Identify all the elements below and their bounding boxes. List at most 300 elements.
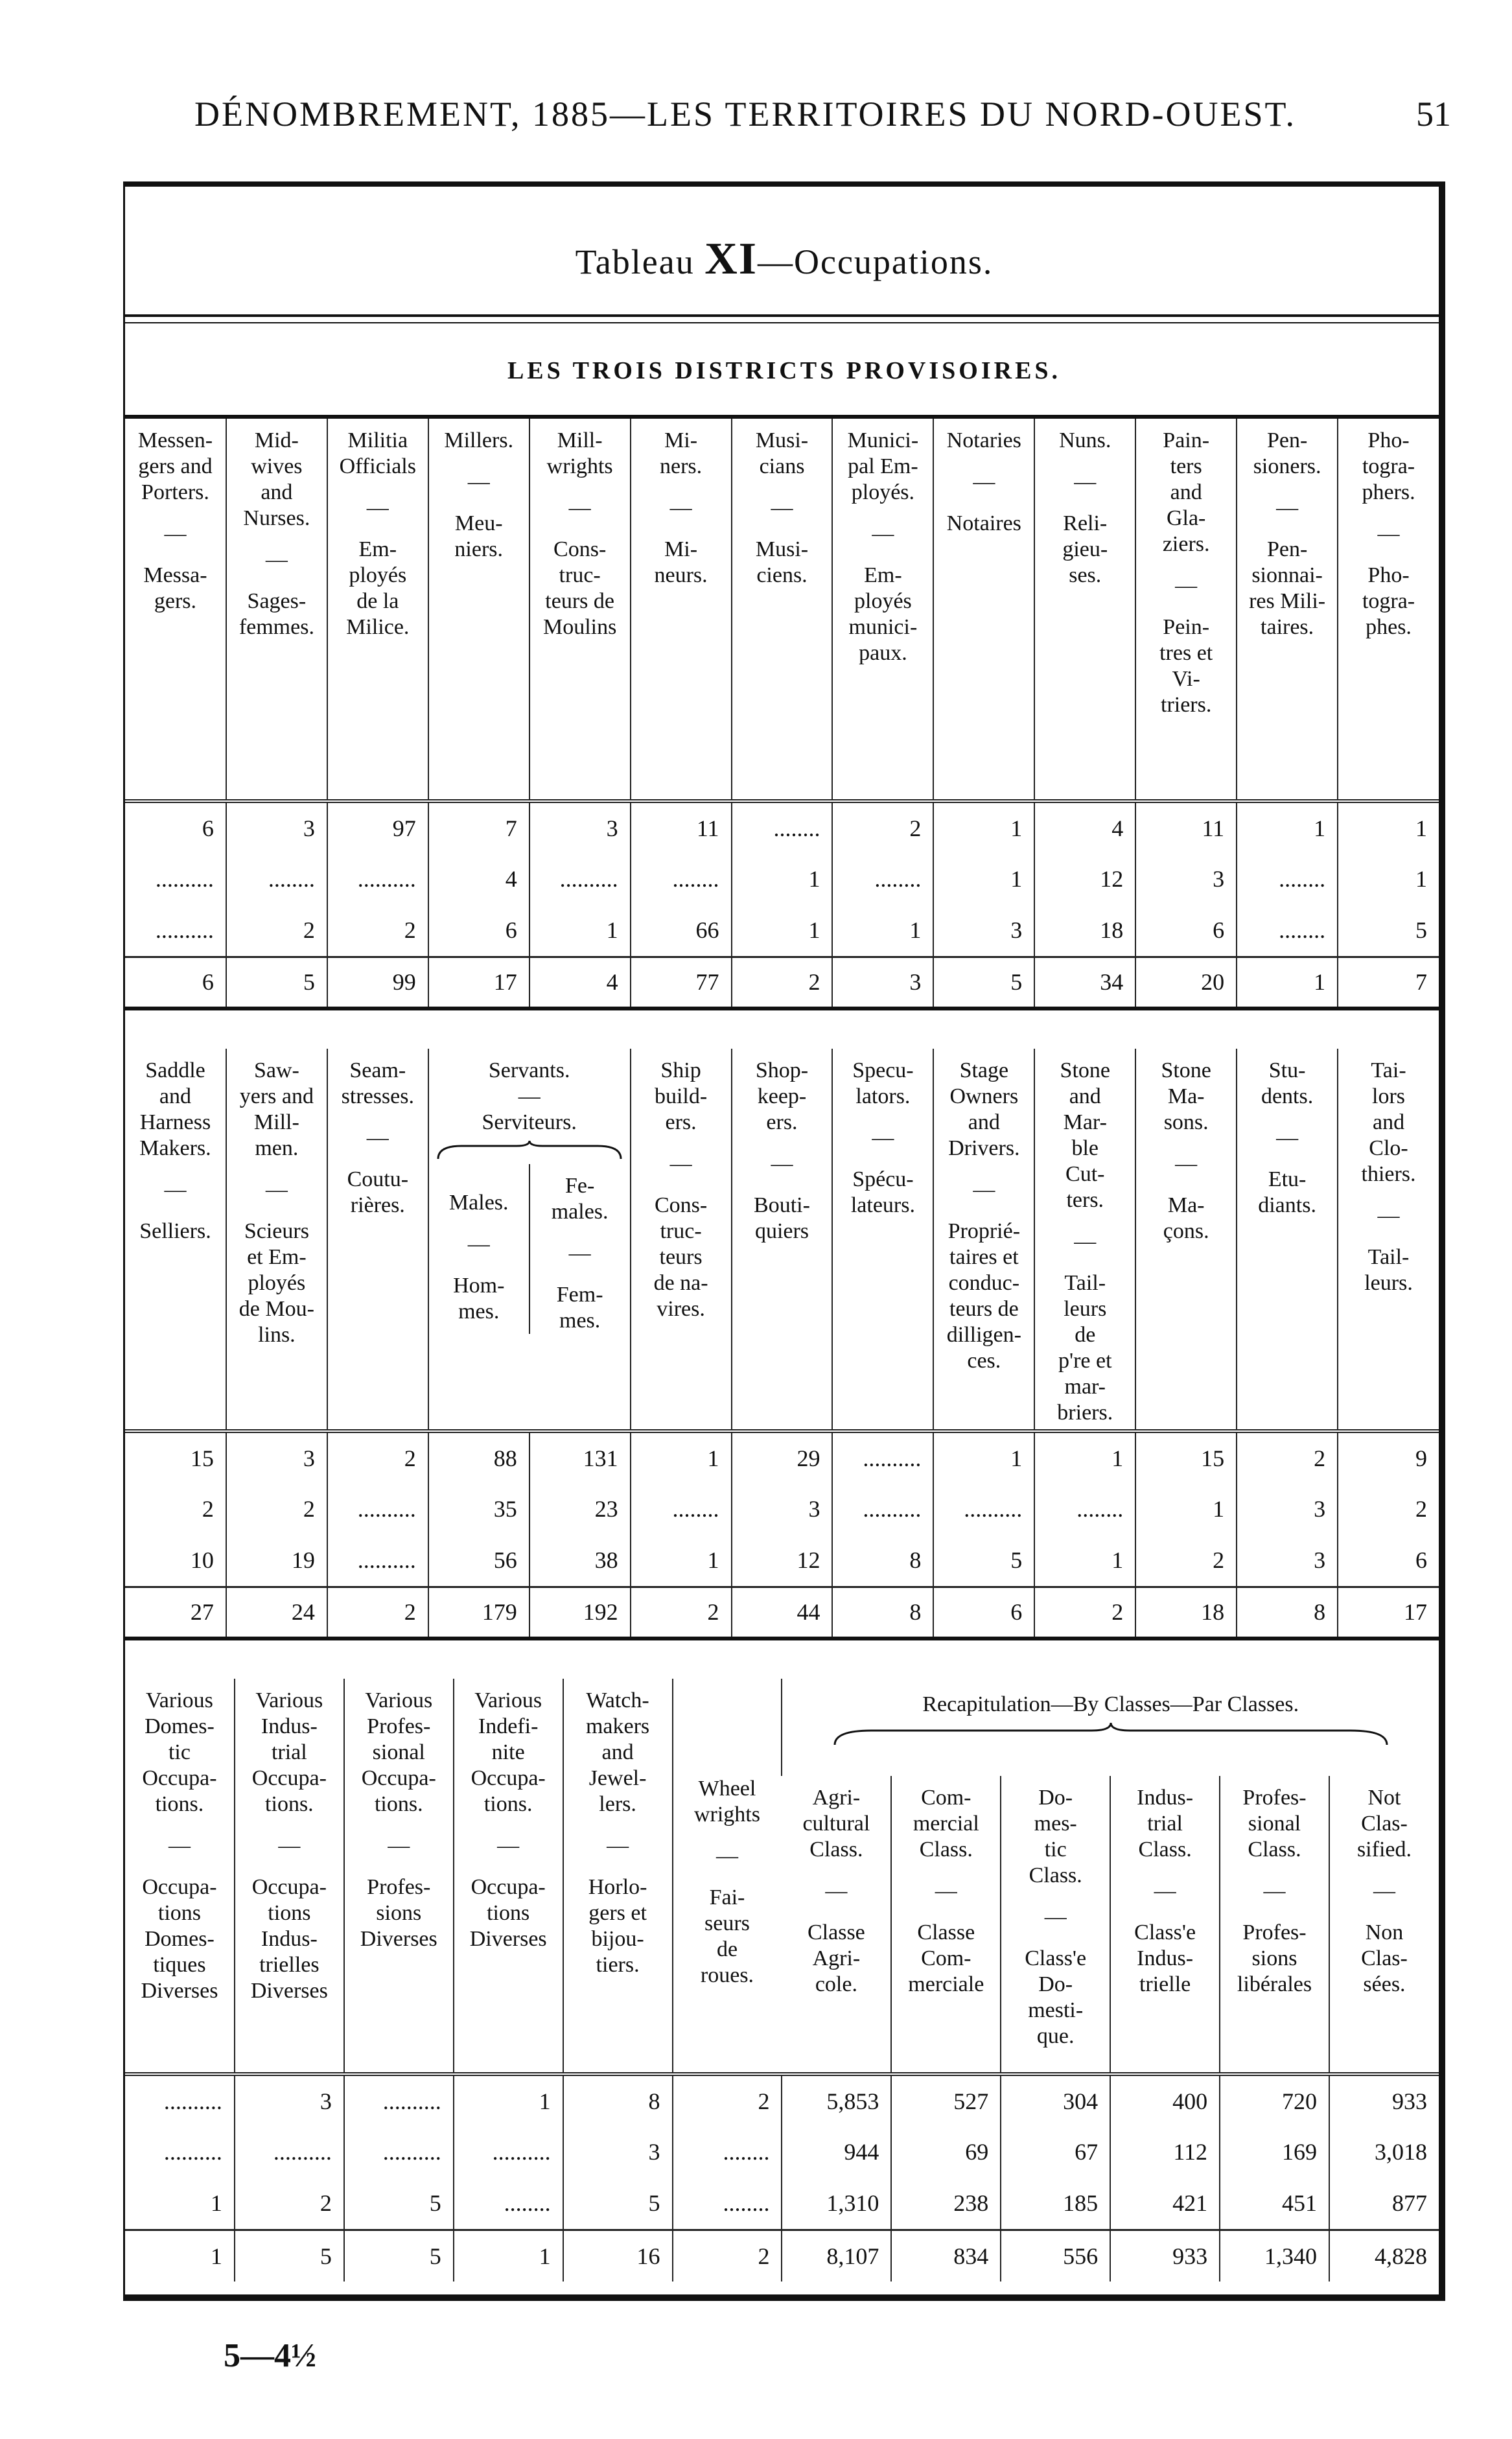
header-fr-line: munici-	[848, 615, 918, 639]
header-en-line: tions.	[265, 1792, 314, 1816]
header-fr-line: Sages-	[247, 589, 307, 613]
table-cell: 6	[1135, 905, 1237, 957]
table-cell: 5,853	[782, 2074, 891, 2126]
header-line: males.	[551, 1200, 609, 1224]
table-cell: 6	[125, 801, 226, 853]
table-cell: ........	[631, 1483, 732, 1535]
header-fr-line: sionnai-	[1251, 563, 1323, 587]
table-cell: 169	[1220, 2126, 1329, 2178]
header-fr-line: Tail-	[1064, 1271, 1106, 1295]
header-dash: —	[1175, 574, 1198, 598]
header-fr-line: Vi-	[1172, 667, 1200, 691]
header-en-line: Occupa-	[142, 1766, 217, 1790]
header-fr-line: tres et	[1159, 641, 1213, 665]
header-en-line: Nuns.	[1059, 428, 1111, 452]
table-cell: 3	[563, 2126, 673, 2178]
table-cell: 5	[563, 2178, 673, 2230]
header-pensioners	[1237, 419, 1338, 801]
header-en-line: mercial	[913, 1812, 979, 1836]
header-en-line: Pain-	[1163, 428, 1210, 452]
servants-title-fr: Serviteurs.	[482, 1110, 577, 1134]
header-fr-line: triers.	[1161, 693, 1212, 717]
table-cell: ..........	[344, 2126, 454, 2178]
header-fr-line: Com-	[921, 1946, 971, 1970]
table-cell: 1	[454, 2074, 563, 2126]
total-cell: 2	[327, 1587, 428, 1639]
header-en-line: pal Em-	[848, 454, 918, 478]
header-en-line: Stone	[1161, 1058, 1211, 1082]
table-cell: 1	[1034, 1535, 1135, 1587]
header-dash: —	[1044, 1905, 1067, 1929]
header-en-line: Profes-	[1242, 1786, 1307, 1810]
header-en-line: Occupa-	[361, 1766, 436, 1790]
table-cell: 1	[1034, 1431, 1135, 1483]
table-cell: 421	[1110, 2178, 1220, 2230]
total-cell: 27	[125, 1587, 226, 1639]
table-cell: 1	[933, 853, 1034, 905]
header-en-line: and	[1170, 480, 1202, 504]
header-fr-line: Musi-	[755, 537, 809, 561]
header-en-line: ters.	[1066, 1188, 1104, 1212]
table-cell: 12	[732, 1535, 833, 1587]
header-sawyers	[226, 1049, 327, 1431]
header-en-line: trial	[271, 1740, 307, 1764]
header-dash: —	[935, 1879, 957, 1903]
header-en-line: tions.	[483, 1792, 533, 1816]
header-en-line: Munici-	[847, 428, 919, 452]
header-en-line: Notaries	[946, 428, 1021, 452]
occupations-table-2	[125, 1049, 1439, 1640]
header-dash: —	[278, 1834, 301, 1858]
header-en-line: sional	[1248, 1812, 1301, 1836]
header-dash: —	[973, 1178, 995, 1202]
header-fr-line: taires et	[949, 1245, 1019, 1269]
header-en-line: lers.	[599, 1792, 636, 1816]
total-cell: 1	[454, 2230, 563, 2281]
total-cell: 556	[1001, 2230, 1110, 2281]
header-en-line: Jewel-	[588, 1766, 647, 1790]
header-fr-line: gers.	[154, 589, 197, 613]
table-cell: 185	[1001, 2178, 1110, 2230]
header-fr-line: Diverses	[360, 1927, 437, 1951]
header-row	[125, 419, 1439, 801]
total-cell: 7	[1338, 957, 1439, 1009]
header-dash: —	[366, 1126, 389, 1150]
header-fr-line: Cons-	[553, 537, 607, 561]
header-en-line: gers and	[138, 454, 213, 478]
header-municipal	[832, 419, 933, 801]
table-cell: 10	[190, 1547, 214, 1574]
table-cell: 3,018	[1329, 2126, 1439, 2178]
header-fr-line: Classe	[917, 1920, 975, 1944]
header-fr-line: mesti-	[1028, 1998, 1084, 2022]
header-row	[125, 1679, 1439, 1776]
table-cell: 23	[529, 1483, 631, 1535]
header-en-line: and	[261, 480, 293, 504]
header-fr-line: de	[1075, 1323, 1096, 1347]
header-line: mes.	[458, 1300, 500, 1324]
header-fr-line: Fai-	[709, 1885, 745, 1909]
total-cell: 4,828	[1329, 2230, 1439, 2281]
header-fr-line: ces.	[967, 1349, 1001, 1373]
table-cell: 2	[235, 2178, 344, 2230]
header-fr-line: trielle	[1139, 1972, 1191, 1996]
header-fr-line: phes.	[1366, 615, 1412, 639]
header-en-line: ners.	[659, 454, 703, 478]
header-en-line: trial	[1147, 1812, 1183, 1836]
total-cell: 16	[563, 2230, 673, 2281]
header-nuns	[1034, 419, 1135, 801]
table-cell: ..........	[344, 2074, 454, 2126]
header-fr-line: Indus-	[1137, 1946, 1194, 1970]
header-fr-line: sions	[376, 1901, 422, 1925]
header-fr-line: trielles	[259, 1953, 320, 1977]
table-cell: 18	[1034, 905, 1135, 957]
table-row	[125, 2126, 1439, 2178]
header-en-line: Messen-	[137, 428, 213, 452]
table-cell: 2	[673, 2074, 782, 2126]
table-cell: 3	[1135, 853, 1237, 905]
table-cell: ..........	[832, 1483, 933, 1535]
table-cell: 1,310	[782, 2178, 891, 2230]
servants-title: Servants.	[488, 1058, 570, 1082]
header-en-line: sional	[372, 1740, 425, 1764]
header-en-line: tions.	[374, 1792, 423, 1816]
table-cell: 11	[631, 801, 732, 853]
header-en-line: Watch-	[586, 1688, 649, 1712]
table-cell: 97	[327, 801, 428, 853]
table-cell: 3	[529, 801, 631, 853]
header-fr-line: Em-	[358, 537, 397, 561]
total-cell: 17	[1338, 1587, 1439, 1639]
header-servants	[428, 1049, 631, 1431]
table-cell: 2	[1338, 1483, 1439, 1535]
header-fr-line: seurs	[704, 1911, 750, 1935]
header-various-domestic	[125, 1679, 235, 2074]
header-fr-line: ployés	[854, 589, 912, 613]
table-cell: 12	[1034, 853, 1135, 905]
header-en-line: sioners.	[1253, 454, 1321, 478]
header-fr-line: conduc-	[948, 1271, 1020, 1295]
header-fr-line: Proprié-	[948, 1219, 1021, 1243]
table-cell: ..........	[163, 2139, 222, 2165]
header-fr-line: libérales	[1237, 1972, 1312, 1996]
header-dash: —	[467, 470, 490, 494]
header-fr-line: mar-	[1064, 1375, 1106, 1399]
header-dash: —	[265, 548, 288, 572]
header-en-line: Nurses.	[243, 506, 310, 530]
header-fr-line: gers et	[588, 1901, 647, 1925]
header-fr-line: Moulins	[542, 615, 617, 639]
header-en-line: Class.	[1138, 1838, 1192, 1861]
header-agricultural	[782, 1776, 891, 2074]
table-cell: 19	[226, 1535, 327, 1587]
table-row	[125, 853, 1439, 905]
header-en-line: Occupa-	[251, 1766, 327, 1790]
header-en-line: and	[1372, 1110, 1405, 1134]
table-cell: 304	[1001, 2074, 1110, 2126]
header-en-line: Clas-	[1361, 1812, 1408, 1836]
header-fr-line: Pho-	[1367, 563, 1410, 587]
header-industrial	[1110, 1776, 1220, 2074]
header-dash: —	[872, 1126, 894, 1150]
header-en-line: Specu-	[852, 1058, 914, 1082]
servants-males-label: Males.	[448, 1191, 509, 1215]
header-en-line: and	[1069, 1084, 1101, 1108]
header-fr-line: Selliers.	[139, 1219, 211, 1243]
header-militia	[327, 419, 428, 801]
total-cell: 17	[428, 957, 529, 1009]
header-en-line: Cut-	[1065, 1162, 1105, 1186]
header-en-line: Indus-	[261, 1714, 318, 1738]
table-cell: 451	[1220, 2178, 1329, 2230]
table-cell: 38	[529, 1535, 631, 1587]
header-stone-masons	[1135, 1049, 1237, 1431]
header-en-line: dents.	[1261, 1084, 1314, 1108]
header-row	[125, 1049, 1439, 1431]
header-dash: —	[607, 1834, 629, 1858]
table-cell: 944	[782, 2126, 891, 2178]
header-en-line: wrights	[546, 454, 613, 478]
header-not-classified	[1329, 1776, 1439, 2074]
table-cell: 400	[1110, 2074, 1220, 2126]
header-fr-line: tions	[487, 1901, 530, 1925]
header-fr-line: de na-	[653, 1271, 708, 1295]
header-en-line: Drivers.	[948, 1136, 1020, 1160]
header-fr-line: gieu-	[1062, 537, 1108, 561]
header-fr-line: Tail-	[1367, 1245, 1410, 1269]
caption-rule-thin	[125, 322, 1439, 323]
recap-title: Recapitulation—By Classes—Par Classes.	[922, 1692, 1299, 1716]
header-en-line: ers.	[766, 1110, 798, 1134]
header-en-line: Pho-	[1367, 428, 1410, 452]
servants-females	[529, 1164, 630, 1334]
header-en-line: Domes-	[145, 1714, 215, 1738]
header-en-line: Mid-	[254, 428, 299, 452]
header-fr-line: truc-	[559, 563, 601, 587]
header-dash: —	[669, 1152, 692, 1176]
header-en-line: Ma-	[1167, 1084, 1205, 1108]
header-en-line: Class.	[1029, 1863, 1082, 1887]
header-fr-line: leurs	[1064, 1297, 1107, 1321]
recap-header	[782, 1679, 1439, 1776]
header-fr-line: Messa-	[143, 563, 207, 587]
header-dash: —	[265, 1178, 288, 1202]
table-cell: 69	[891, 2126, 1001, 2178]
header-en-line: Tai-	[1371, 1058, 1406, 1082]
header-fr-line: Diverses	[250, 1979, 328, 2003]
table-cell: 29	[732, 1431, 833, 1483]
header-fr-line: dilligen-	[946, 1323, 1021, 1347]
table-cell: 2	[226, 905, 327, 957]
header-en-line: ers.	[665, 1110, 697, 1134]
total-cell: 44	[732, 1587, 833, 1639]
header-fr-line: vires.	[657, 1297, 705, 1321]
table-cell: 2	[202, 1496, 214, 1522]
header-en-line: tic	[1044, 1838, 1067, 1861]
table-cell: 15	[1135, 1431, 1237, 1483]
header-fr-line: Horlo-	[588, 1875, 647, 1899]
table-cell: 2	[327, 905, 428, 957]
header-en-line: ployés.	[851, 480, 915, 504]
total-cell: 34	[1034, 957, 1135, 1009]
table-cell: 3	[933, 905, 1034, 957]
table-row	[125, 2178, 1439, 2230]
total-cell: 4	[529, 957, 631, 1009]
total-cell: 834	[891, 2230, 1001, 2281]
totals-row	[125, 1587, 1439, 1639]
header-fr-line: Non	[1365, 1920, 1404, 1944]
header-various-indefinite	[454, 1679, 563, 2074]
table-cell: 1	[1135, 1483, 1237, 1535]
header-dash: —	[1175, 1152, 1198, 1176]
header-en-line: Mi-	[664, 428, 698, 452]
header-fr-line: sions	[1251, 1946, 1297, 1970]
header-saddle-makers	[125, 1049, 226, 1431]
header-fr-line: Pen-	[1266, 537, 1308, 561]
total-cell: 77	[631, 957, 732, 1009]
header-en-line: Class.	[1248, 1838, 1301, 1861]
table-cell: ..........	[125, 2074, 235, 2126]
header-fr-line: Cons-	[654, 1193, 708, 1217]
header-dash: —	[168, 1834, 191, 1858]
header-dash: —	[1074, 470, 1097, 494]
header-en-line: and	[159, 1084, 191, 1108]
header-en-line: sons.	[1163, 1110, 1209, 1134]
table-cell: 5	[344, 2178, 454, 2230]
header-shipbuilders	[631, 1049, 732, 1431]
header-fr-line: ses.	[1069, 563, 1102, 587]
header-fr-line: Pein-	[1163, 615, 1210, 639]
header-en-line: Saw-	[253, 1058, 299, 1082]
header-en-line: Stone	[1060, 1058, 1110, 1082]
recap-brace	[832, 1721, 1390, 1747]
header-dash: —	[1373, 1879, 1395, 1903]
table-cell: ........	[673, 2178, 782, 2230]
table-cell: 527	[891, 2074, 1001, 2126]
table-row	[125, 2074, 1439, 2126]
table-cell: 3	[732, 1483, 833, 1535]
caption-number: XI	[704, 234, 758, 284]
running-head-title: DÉNOMBREMENT, 1885—LES TERRITOIRES DU NORD-OUEST.	[194, 95, 1297, 134]
header-marble-cutters	[1034, 1049, 1135, 1431]
table-cell: 1	[732, 905, 833, 957]
header-fr-line: Domes-	[145, 1927, 215, 1951]
header-en-line: wives	[251, 454, 303, 478]
table-cell: 5	[933, 1535, 1034, 1587]
table-cell: 6	[1338, 1535, 1439, 1587]
table-cell: 1	[933, 801, 1034, 853]
table-cell: 1	[832, 905, 933, 957]
header-fr-line: taires.	[1261, 615, 1314, 639]
header-fr-line: et Em-	[247, 1245, 307, 1269]
total-cell: 8	[832, 1587, 933, 1639]
header-various-industrial	[235, 1679, 344, 2074]
total-cell: 1	[1237, 957, 1338, 1009]
header-wheelwrights	[673, 1679, 782, 2074]
servants-subtable	[429, 1164, 630, 1334]
header-line: mes.	[559, 1309, 601, 1333]
header-en-line: Seam-	[349, 1058, 406, 1082]
header-dash: —	[164, 522, 187, 546]
total-cell: 5	[226, 957, 327, 1009]
header-en-line: lators.	[855, 1084, 911, 1108]
header-dash: —	[872, 522, 894, 546]
table-cell: ........	[631, 853, 732, 905]
table-cell: 3	[1237, 1535, 1338, 1587]
total-cell: 1,340	[1220, 2230, 1329, 2281]
header-en-line: Militia	[347, 428, 408, 452]
header-fr-line: Reli-	[1063, 511, 1108, 535]
header-fr-line: Ma-	[1167, 1193, 1205, 1217]
header-en-line: Various	[146, 1688, 213, 1712]
header-dash: —	[1377, 522, 1400, 546]
table-cell: 4	[1034, 801, 1135, 853]
header-dash: —	[1276, 496, 1299, 520]
header-professional	[1220, 1776, 1329, 2074]
header-dash: —	[467, 1232, 490, 1256]
header-fr-line: tiques	[153, 1953, 206, 1977]
header-en-line: Clo-	[1369, 1136, 1408, 1160]
header-fr-line: Profes-	[1242, 1920, 1307, 1944]
header-en-line: Mill-	[253, 1110, 299, 1134]
printer-signature: 5—4½	[224, 2337, 316, 2374]
header-en-line: Profes-	[367, 1714, 431, 1738]
total-cell: 8	[1237, 1587, 1338, 1639]
header-messengers	[125, 419, 226, 801]
table-cell: 3	[235, 2074, 344, 2126]
header-en-line: Do-	[1038, 1786, 1073, 1810]
header-dash: —	[771, 1152, 793, 1176]
header-en-line: thiers.	[1361, 1162, 1416, 1186]
header-en-line: tic	[168, 1740, 191, 1764]
table-cell: 88	[428, 1431, 529, 1483]
header-fr-line: teurs de	[545, 589, 614, 613]
header-dash: —	[497, 1834, 520, 1858]
table-row	[125, 1535, 1439, 1587]
table-cell: ..........	[327, 1535, 428, 1587]
header-commercial	[891, 1776, 1001, 2074]
header-various-professional	[344, 1679, 454, 2074]
header-watchmakers	[563, 1679, 673, 2074]
header-fr-line: merciale	[908, 1972, 984, 1996]
total-cell: 2	[631, 1587, 732, 1639]
header-fr-line: quiers	[754, 1219, 809, 1243]
table-cell: 8	[563, 2074, 673, 2126]
header-en-line: Harness	[139, 1110, 211, 1134]
header-fr-line: femmes.	[238, 615, 314, 639]
header-en-line: mes-	[1034, 1812, 1077, 1836]
header-en-line: Agri-	[812, 1786, 861, 1810]
table-cell: ........	[673, 2126, 782, 2178]
header-fr-line: que.	[1036, 2024, 1075, 2048]
total-cell: 18	[1135, 1587, 1237, 1639]
header-fr-line: çons.	[1163, 1219, 1209, 1243]
header-en-line: Porters.	[141, 480, 209, 504]
header-fr-line: Em-	[864, 563, 902, 587]
total-cell: 5	[344, 2230, 454, 2281]
header-fr-line: togra-	[1362, 589, 1415, 613]
table-cell: ........	[832, 853, 933, 905]
total-cell: 2	[1034, 1587, 1135, 1639]
total-cell: 192	[529, 1587, 631, 1639]
header-en-line: lors	[1372, 1084, 1406, 1108]
header-en-line: Stu-	[1268, 1058, 1306, 1082]
header-dash: —	[973, 470, 995, 494]
header-dash: —	[1276, 1126, 1299, 1150]
header-domestic	[1001, 1776, 1110, 2074]
table-cell: 1	[210, 2190, 222, 2217]
